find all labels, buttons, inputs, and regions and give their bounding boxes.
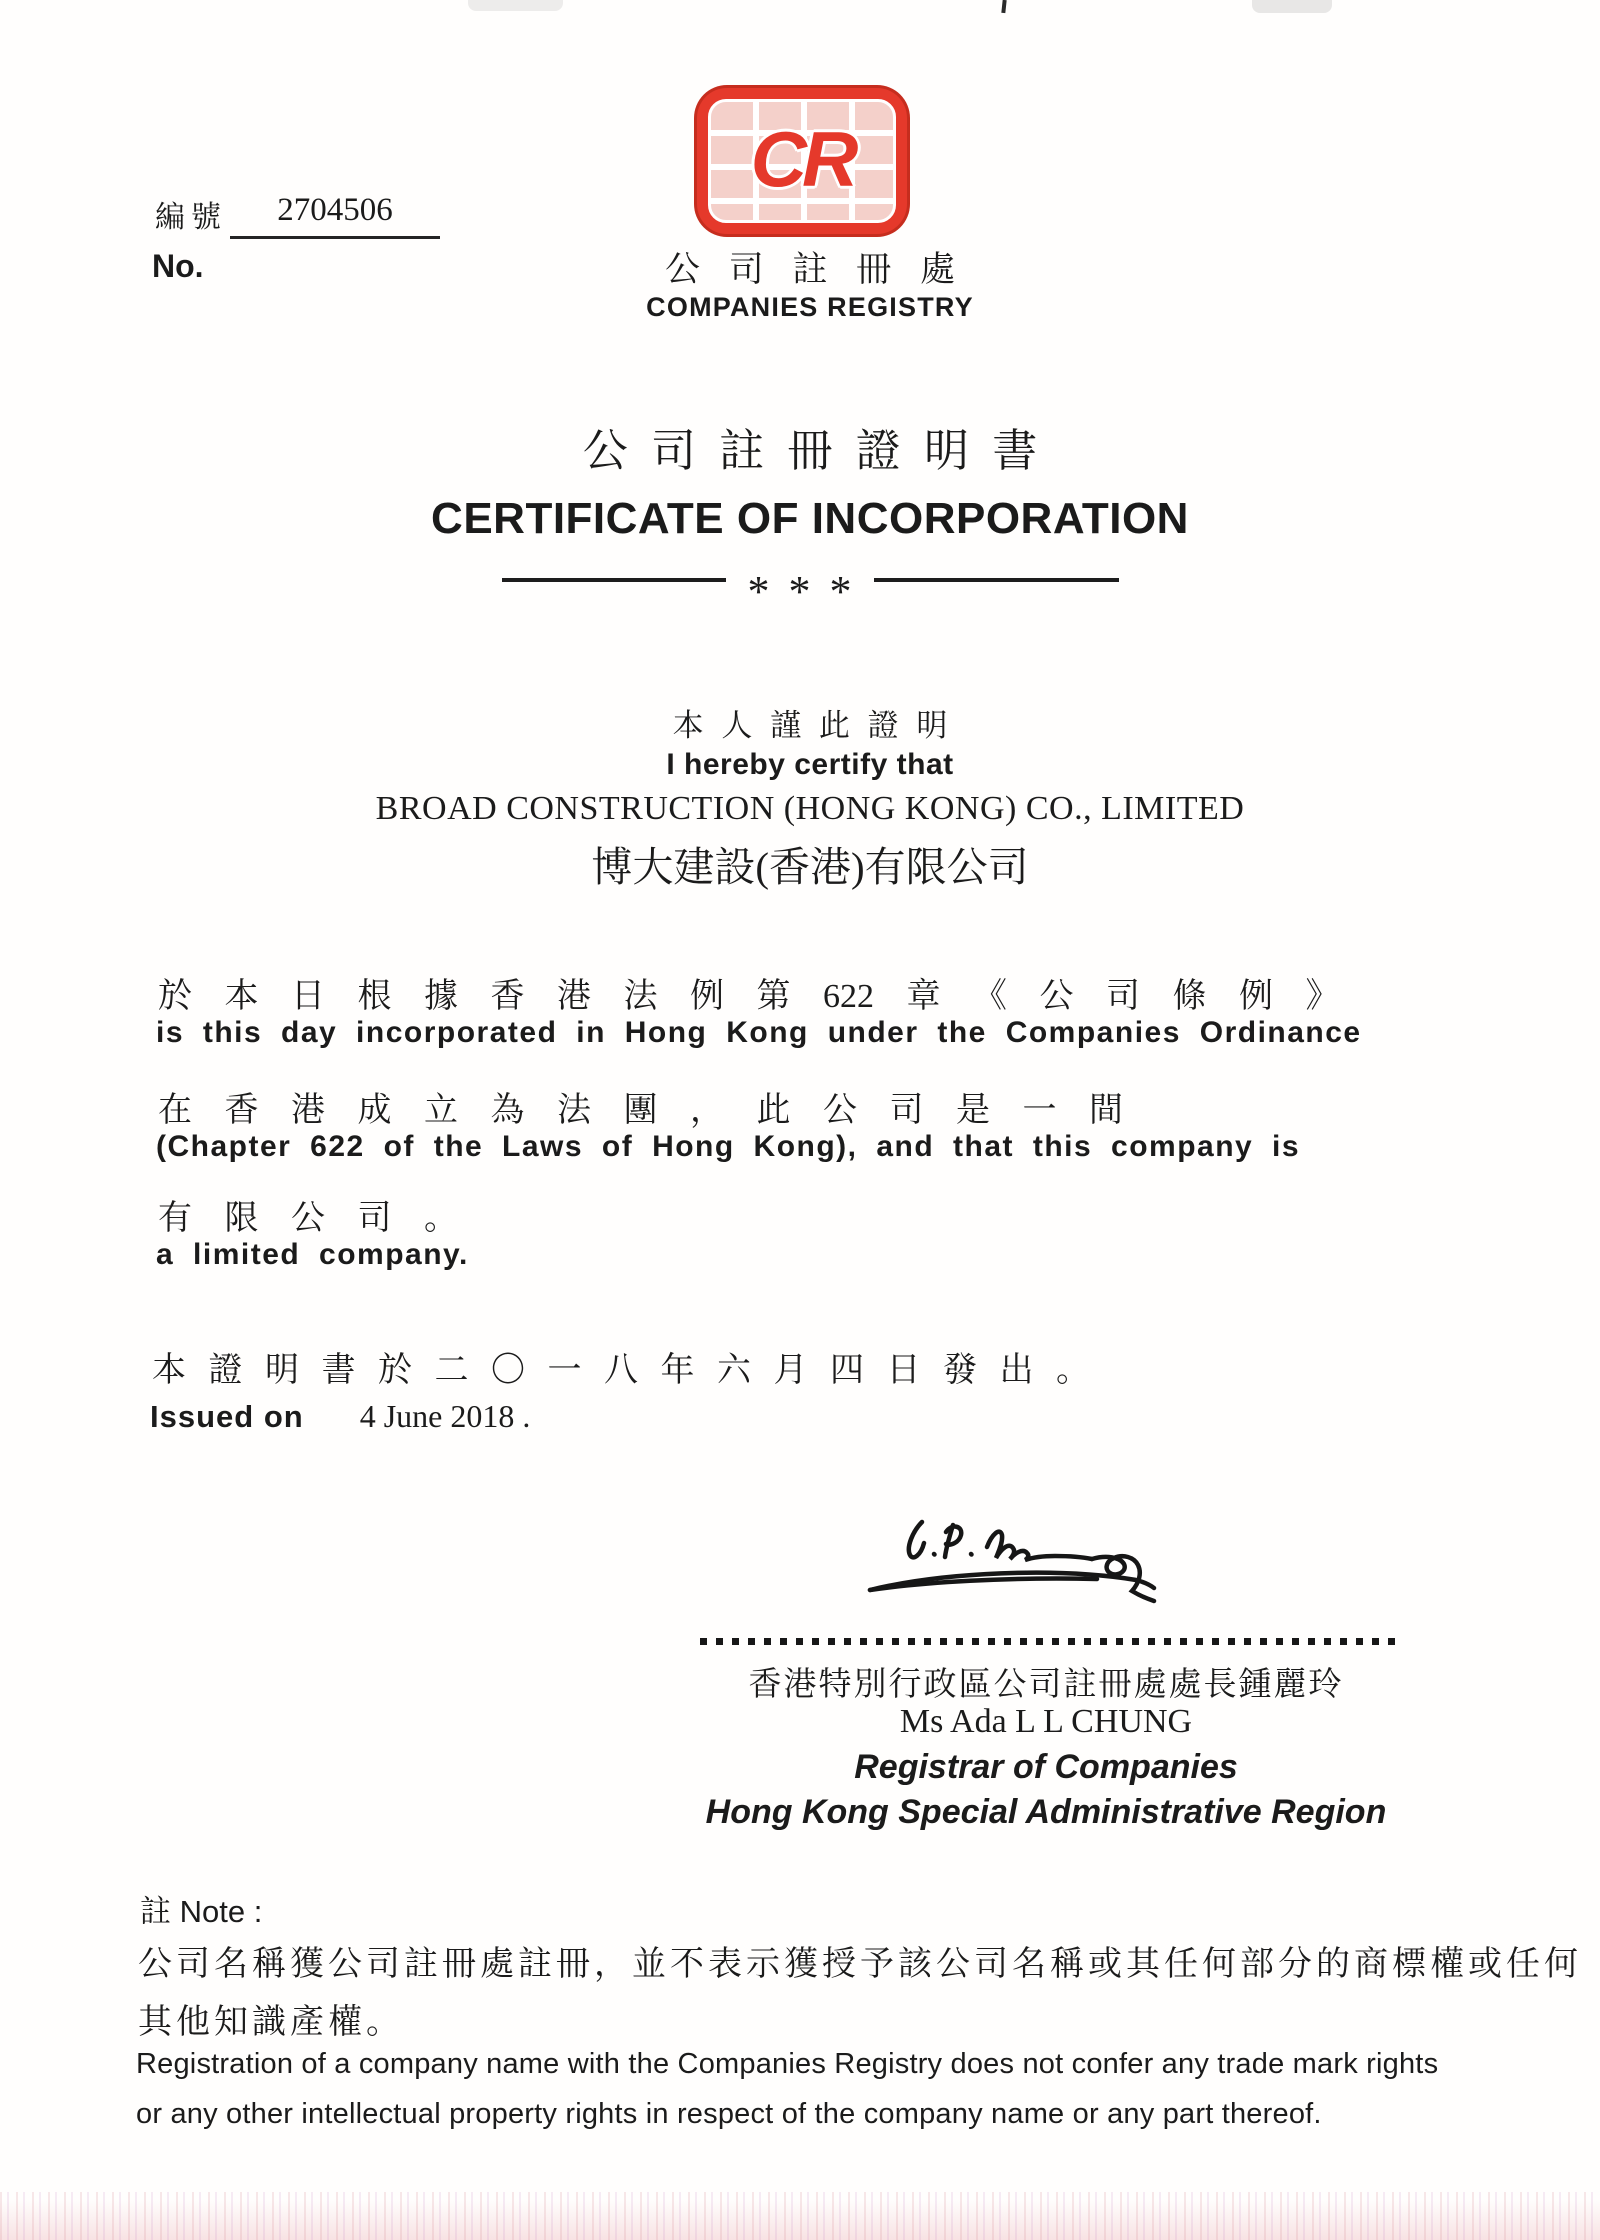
registrar-name: Ms Ada L L CHUNG <box>899 1703 1193 1740</box>
body-paragraph1-en: is this day incorporated in Hong Kong under the Companies Ordinance <box>156 1016 1362 1049</box>
body-paragraph2-en: (Chapter 622 of the Laws of Hong Kong), and that this company is <box>156 1130 1301 1163</box>
signature-dotted-line <box>700 1638 1396 1645</box>
doc-number-value <box>230 192 440 239</box>
scan-artifact-bottom-band <box>0 2192 1600 2240</box>
scan-artifact-top-smudge-right <box>1252 0 1332 13</box>
certificate-title-en: CERTIFICATE OF INCORPORATION <box>431 494 1189 543</box>
company-name-en: BROAD CONSTRUCTION (HONG KONG) CO., LIMITED <box>375 790 1245 827</box>
note-cn-line2: 其他知識產權。 <box>138 2004 404 2041</box>
registry-name-en: COMPANIES REGISTRY <box>646 292 974 322</box>
scan-artifact-top-smudge-left <box>468 0 563 11</box>
issue-line-en <box>150 1398 530 1435</box>
certify-line-cn: 本 人 謹 此 證 明 <box>672 708 948 743</box>
doc-number-label-cn: 編號 <box>155 201 227 234</box>
divider-rule-right <box>874 578 1119 582</box>
issue-line-cn: 本 證 明 書 於 二 〇 一 八 年 六 月 四 日 發 出 。 <box>152 1352 1090 1389</box>
issued-on-label: Issued on <box>150 1399 304 1434</box>
registrar-role: Registrar of Companies <box>854 1748 1238 1786</box>
title-divider: * * * <box>10 578 1600 582</box>
note-cn-line1: 公司名稱獲公司註冊處註冊，並不表示獲授予該公司名稱或其任何部分的商標權或任何 <box>138 1946 1582 1983</box>
registrar-signature-icon <box>852 1502 1197 1620</box>
registry-name-cn: 公 司 註 冊 處 <box>664 250 955 289</box>
company-name-cn: 博大建設(香港)有限公司 <box>591 844 1029 890</box>
doc-number-text: 2704506 <box>277 192 393 228</box>
body-paragraph1-cn: 於 本 日 根 據 香 港 法 例 第 622 章 《 公 司 條 例 》 <box>158 978 1340 1015</box>
note-en-line1: Registration of a company name with the Companies Registry does not confer any trade mark rights <box>136 2048 1439 2080</box>
cr-logo-text: CR <box>750 115 854 203</box>
registrar-region: Hong Kong Special Administrative Region <box>705 1793 1387 1831</box>
body-paragraph3-cn: 有 限 公 司 。 <box>158 1200 458 1237</box>
cr-logo-brick-field <box>708 99 896 223</box>
registrar-title-cn: 香港特別行政區公司註冊處處長鍾麗玲 <box>748 1667 1344 1703</box>
body-paragraph3-en: a limited company. <box>156 1238 469 1271</box>
note-en-line2: or any other intellectual property rights in respect of the company name or any part thereof. <box>136 2098 1322 2130</box>
companies-registry-logo <box>697 88 907 234</box>
certify-line-en: I hereby certify that <box>666 748 954 781</box>
issued-date: 4 June 2018 . <box>359 1398 531 1434</box>
doc-number-label-en: No. <box>152 248 204 284</box>
divider-rule-left <box>502 578 726 582</box>
body-paragraph2-cn: 在 香 港 成 立 為 法 團 ， 此 公 司 是 一 間 <box>158 1092 1123 1129</box>
certificate-title-cn: 公 司 註 冊 證 明 書 <box>582 426 1038 476</box>
scan-artifact-top-tick <box>1001 0 1006 13</box>
note-label: 註 Note : <box>140 1894 263 1929</box>
